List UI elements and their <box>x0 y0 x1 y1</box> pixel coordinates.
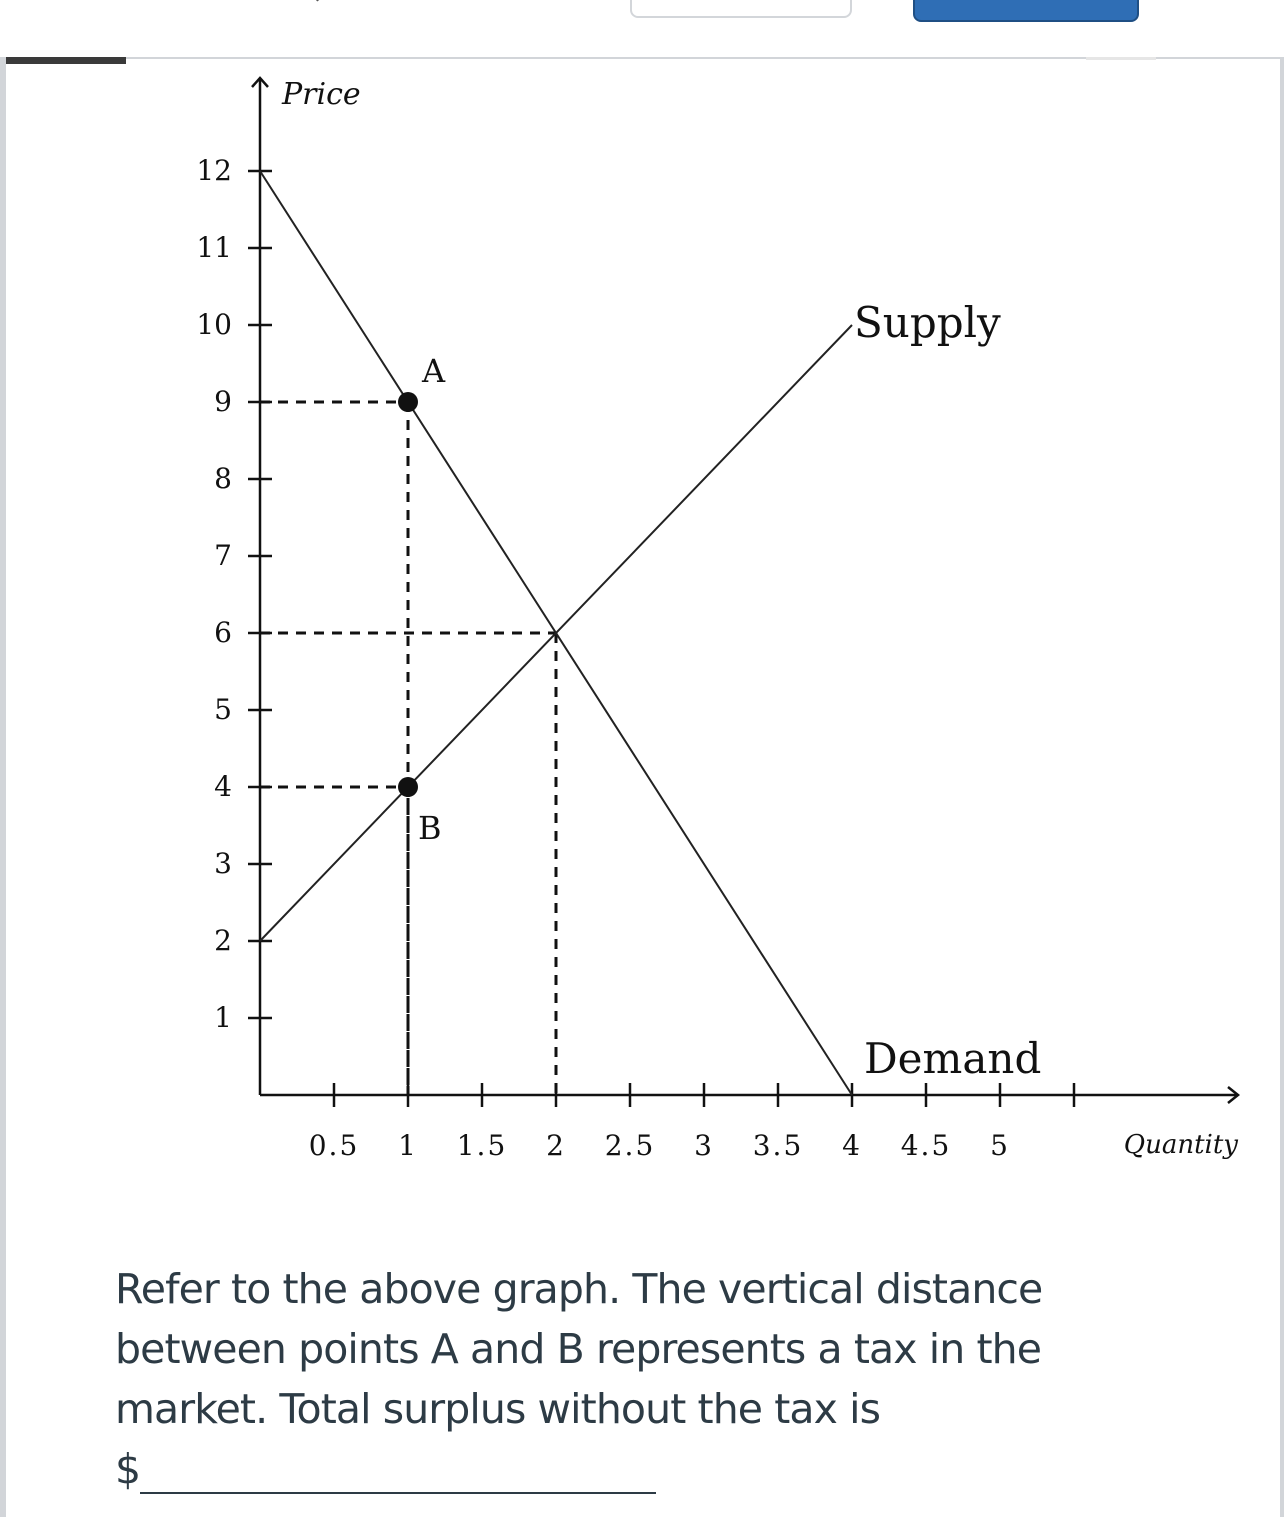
y-tick-label: 8 <box>214 462 232 495</box>
series-label-supply: Supply <box>854 298 1001 347</box>
y-tick-label: 7 <box>214 539 232 572</box>
point-label-b: B <box>418 809 442 847</box>
y-tick-label: 1 <box>214 1001 232 1034</box>
currency-symbol: $ <box>115 1445 142 1493</box>
point-marker-b <box>398 777 418 797</box>
y-tick-label: 12 <box>196 154 232 187</box>
x-tick-label: 1 <box>398 1129 418 1162</box>
question-text: Refer to the above graph. The vertical distance between points A and B represents a tax in the market. Total surplus without the tax is <box>115 1265 1043 1433</box>
answer-input[interactable] <box>140 1464 656 1494</box>
y-tick-label: 6 <box>214 616 232 649</box>
x-tick-label: 2.5 <box>604 1129 656 1162</box>
x-tick-label: 1.5 <box>456 1129 508 1162</box>
point-label-a: A <box>422 352 446 390</box>
x-tick-label: 3 <box>694 1129 714 1162</box>
x-tick-label: 2 <box>546 1129 566 1162</box>
y-tick-label: 11 <box>196 231 232 264</box>
y-tick-label: 2 <box>214 924 232 957</box>
y-tick-label: 10 <box>196 308 232 341</box>
y-tick-label: 5 <box>214 693 232 726</box>
x-tick-label: 4.5 <box>900 1129 952 1162</box>
x-tick-label: 0.5 <box>308 1129 360 1162</box>
y-tick-label: 9 <box>214 385 232 418</box>
series-line-demand <box>260 171 852 1095</box>
series-label-demand: Demand <box>864 1034 1042 1083</box>
x-tick-label: 3.5 <box>752 1129 804 1162</box>
x-tick-label: 5 <box>990 1129 1010 1162</box>
x-tick-label: 4 <box>842 1129 862 1162</box>
y-axis-label: Price <box>282 77 361 112</box>
point-marker-a <box>398 392 418 412</box>
x-axis-label: Quantity <box>1123 1130 1238 1160</box>
y-tick-label: 3 <box>214 847 232 880</box>
y-tick-label: 4 <box>214 770 232 803</box>
